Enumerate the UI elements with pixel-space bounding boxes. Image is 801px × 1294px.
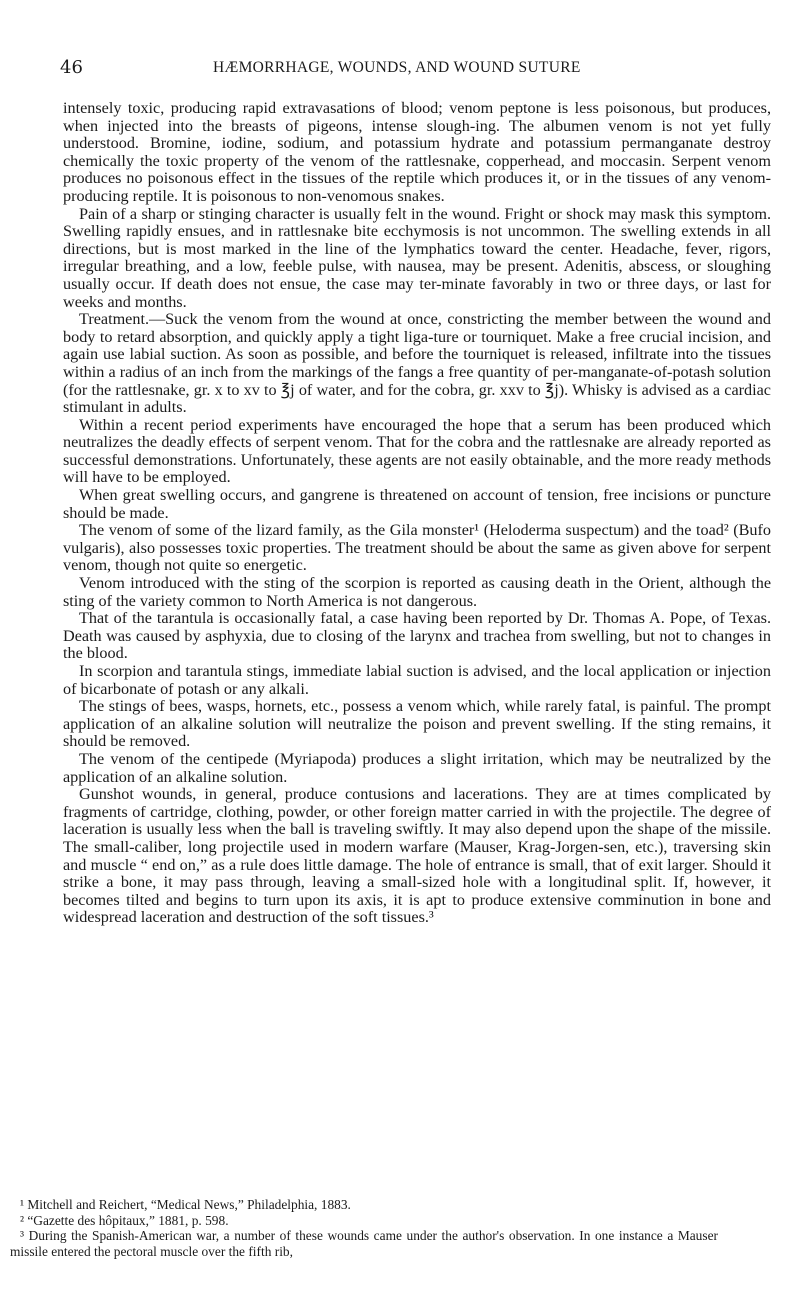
running-head: HÆMORRHAGE, WOUNDS, AND WOUND SUTURE: [213, 59, 581, 76]
paragraph: When great swelling occurs, and gangrene is threatened on account of tension, free incisions or puncture should be made.: [63, 486, 771, 522]
page-header: [53, 52, 771, 92]
footnote: ² “Gazette des hôpitaux,” 1881, p. 598.: [20, 1212, 229, 1228]
paragraph: intensely toxic, producing rapid extravasations of blood; venom peptone is less poisonous, but produces, when injected into the breasts of pigeons, intense slough-ing. The albumen venom is not yet fully understood. Bromine, iodine, sodium, and potassium hydrate and potassium permanganate destroy chemically the toxic property of the venom of the rattlesnake, copperhead, and moccasin. Serpent venom produces no poisonous effect in the tissues of the reptile which produces it, or in the tissues of any venom-producing reptile. It is poisonous to non-venomous snakes.: [63, 99, 771, 205]
paragraph: The venom of the centipede (Myriapoda) produces a slight irritation, which may be neutralized by the application of an alkaline solution.: [63, 749, 771, 786]
paragraph: Within a recent period experiments have encouraged the hope that a serum has been produced which neutralizes the deadly effects of serpent venom. That for the cobra and the rattlesnake are already reported as successful demonstrations. Unfortunately, these agents are not easily obtainable, and the more ready methods will have to be employed.: [63, 415, 771, 487]
paragraph: In scorpion and tarantula stings, immediate labial suction is advised, and the local application or injection of bicarbonate of potash or any alkali.: [63, 662, 771, 698]
paragraph: Gunshot wounds, in general, produce contusions and lacerations. They are at times complicated by fragments of cartridge, clothing, powder, or other foreign matter carried in with the projectile. The degree of laceration is usually less when the ball is traveling swiftly. It may also depend upon the shape of the missile. The small-caliber, long projectile used in modern warfare (Mauser, Krag-Jorgen-sen, etc.), traversing skin and muscle “ end on,” as a rule does little damage. The hole of entrance is small, that of exit larger. Should it strike a bone, it may pass through, leaving a small-sized hole with a longitudinal split. If, however, it becomes tilted and begins to turn upon its axis, it is apt to produce extensive comminution in bone and widespread laceration and destruction of the soft tissues.³: [63, 785, 771, 927]
paragraph: Treatment.—Suck the venom from the wound at once, constricting the member between the wound and body to retard absorption, and quickly apply a tight liga-ture or tourniquet. Make a free crucial incision, and again use labial suction. As soon as possible, and before the tourniquet is released, infiltrate into the tissues within a radius of an inch from the markings of the fangs a free quantity of per-manganate-of-potash solution (for the rattlesnake, gr. x to xv to ℥j of water, and for the cobra, gr. xxv to ℥j). Whisky is advised as a cardiac stimulant in adults.: [63, 310, 771, 417]
paragraph: The venom of some of the lizard family, as the Gila monster¹ (Heloderma suspectum) and the toad² (Bufo vulgaris), also possesses toxic properties. The treatment should be about the same as given above for serpent venom, though not quite so energetic.: [63, 521, 771, 575]
footnote: ³ During the Spanish-American war, a number of these wounds came under the author's observation. In one instance a Mauser missile entered the pectoral muscle over the fifth rib,: [10, 1228, 718, 1259]
paragraph: That of the tarantula is occasionally fatal, a case having been reported by Dr. Thomas A. Pope, of Texas. Death was caused by asphyxia, due to closing of the larynx and trachea from swelling, but not to changes in the blood.: [63, 609, 771, 663]
book-page: [53, 52, 771, 927]
paragraph: Pain of a sharp or stinging character is usually felt in the wound. Fright or shock may mask this symptom. Swelling rapidly ensues, and in rattlesnake bite ecchymosis is not uncommon. The swelling extends in all directions, but is most marked in the line of the lymphatics toward the center. Headache, fever, rigors, irregular breathing, and a low, feeble pulse, with nausea, may be present. Adenitis, abscess, or sloughing usually occur. If death does not ensue, the case may ter-minate favorably in two or three days, or last for weeks and months.: [63, 204, 771, 311]
paragraph: Venom introduced with the sting of the scorpion is reported as causing death in the Orient, although the sting of the variety common to North America is not dangerous.: [63, 574, 771, 610]
page-number: 46: [60, 57, 83, 78]
paragraph: The stings of bees, wasps, hornets, etc., possess a venom which, while rarely fatal, is painful. The prompt application of an alkaline solution will neutralize the poison and prevent swelling. If the sting remains, it should be removed.: [63, 697, 771, 751]
footnotes: [10, 1197, 718, 1259]
footnote: ¹ Mitchell and Reichert, “Medical News,” Philadelphia, 1883.: [20, 1197, 351, 1212]
body-text: [63, 100, 771, 927]
